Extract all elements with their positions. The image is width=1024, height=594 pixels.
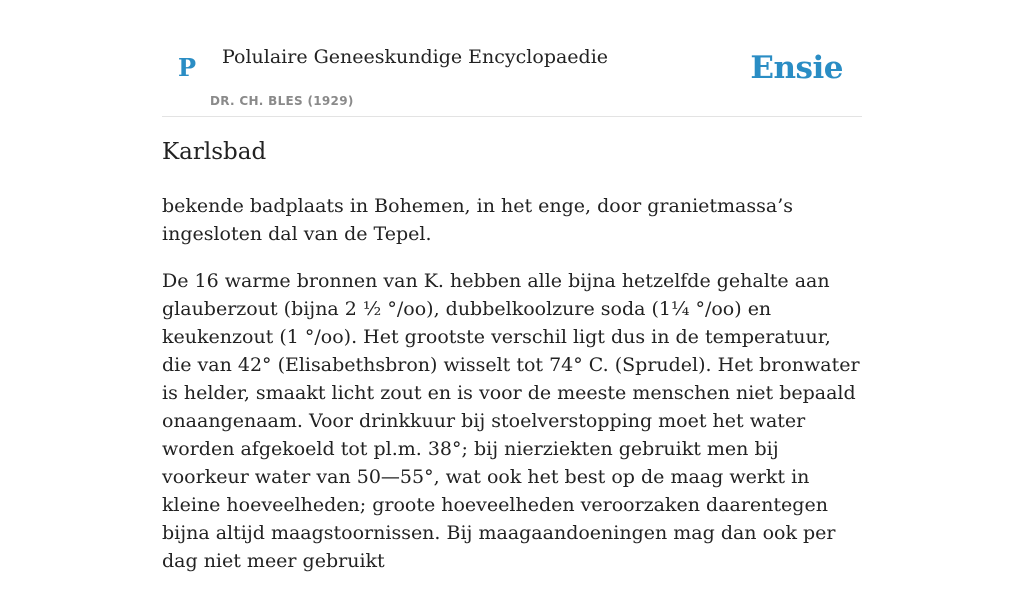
ensie-logo-link[interactable]: Ensie bbox=[750, 50, 843, 86]
entry-body bbox=[162, 192, 862, 594]
book-title-link[interactable]: Polulaire Geneeskundige Encyclopaedie bbox=[222, 46, 609, 68]
site-header bbox=[162, 0, 862, 117]
book-initial-icon[interactable]: P bbox=[178, 53, 197, 82]
entry-paragraph: De 16 warme bronnen van K. hebben alle bijna hetzelfde gehalte aan glauberzout (bijna 2 ½ °/oo), dubbelkoolzure soda (1¼ °/oo) en keukenzout (1 °/oo). Het grootste verschil ligt dus in de temperatuur, die van 42° (Elisabethsbron) wisselt tot 74° C. (Sprudel). Het bronwater is helder, smaakt licht zout en is voor de meeste menschen niet bepaald onaangenaam. Voor drinkkuur bij stoelverstopping moet het water worden afgekoeld tot pl.m. 38°; bij nierziekten gebruikt men bij voorkeur water van 50—55°, wat ook het best op de maag werkt in kleine hoeveelheden; groote hoeveelheden veroorzaken daarentegen bijna altijd maagstoornissen. Bij maagaandoeningen mag dan ook per dag niet meer gebruikt bbox=[162, 270, 860, 572]
book-author: DR. CH. BLES (1929) bbox=[210, 94, 354, 108]
entry-paragraph: bekende badplaats in Bohemen, in het enge, door granietmassa’s ingesloten dal van de Tepel. bbox=[162, 195, 793, 245]
entry-title: Karlsbad bbox=[162, 139, 267, 165]
